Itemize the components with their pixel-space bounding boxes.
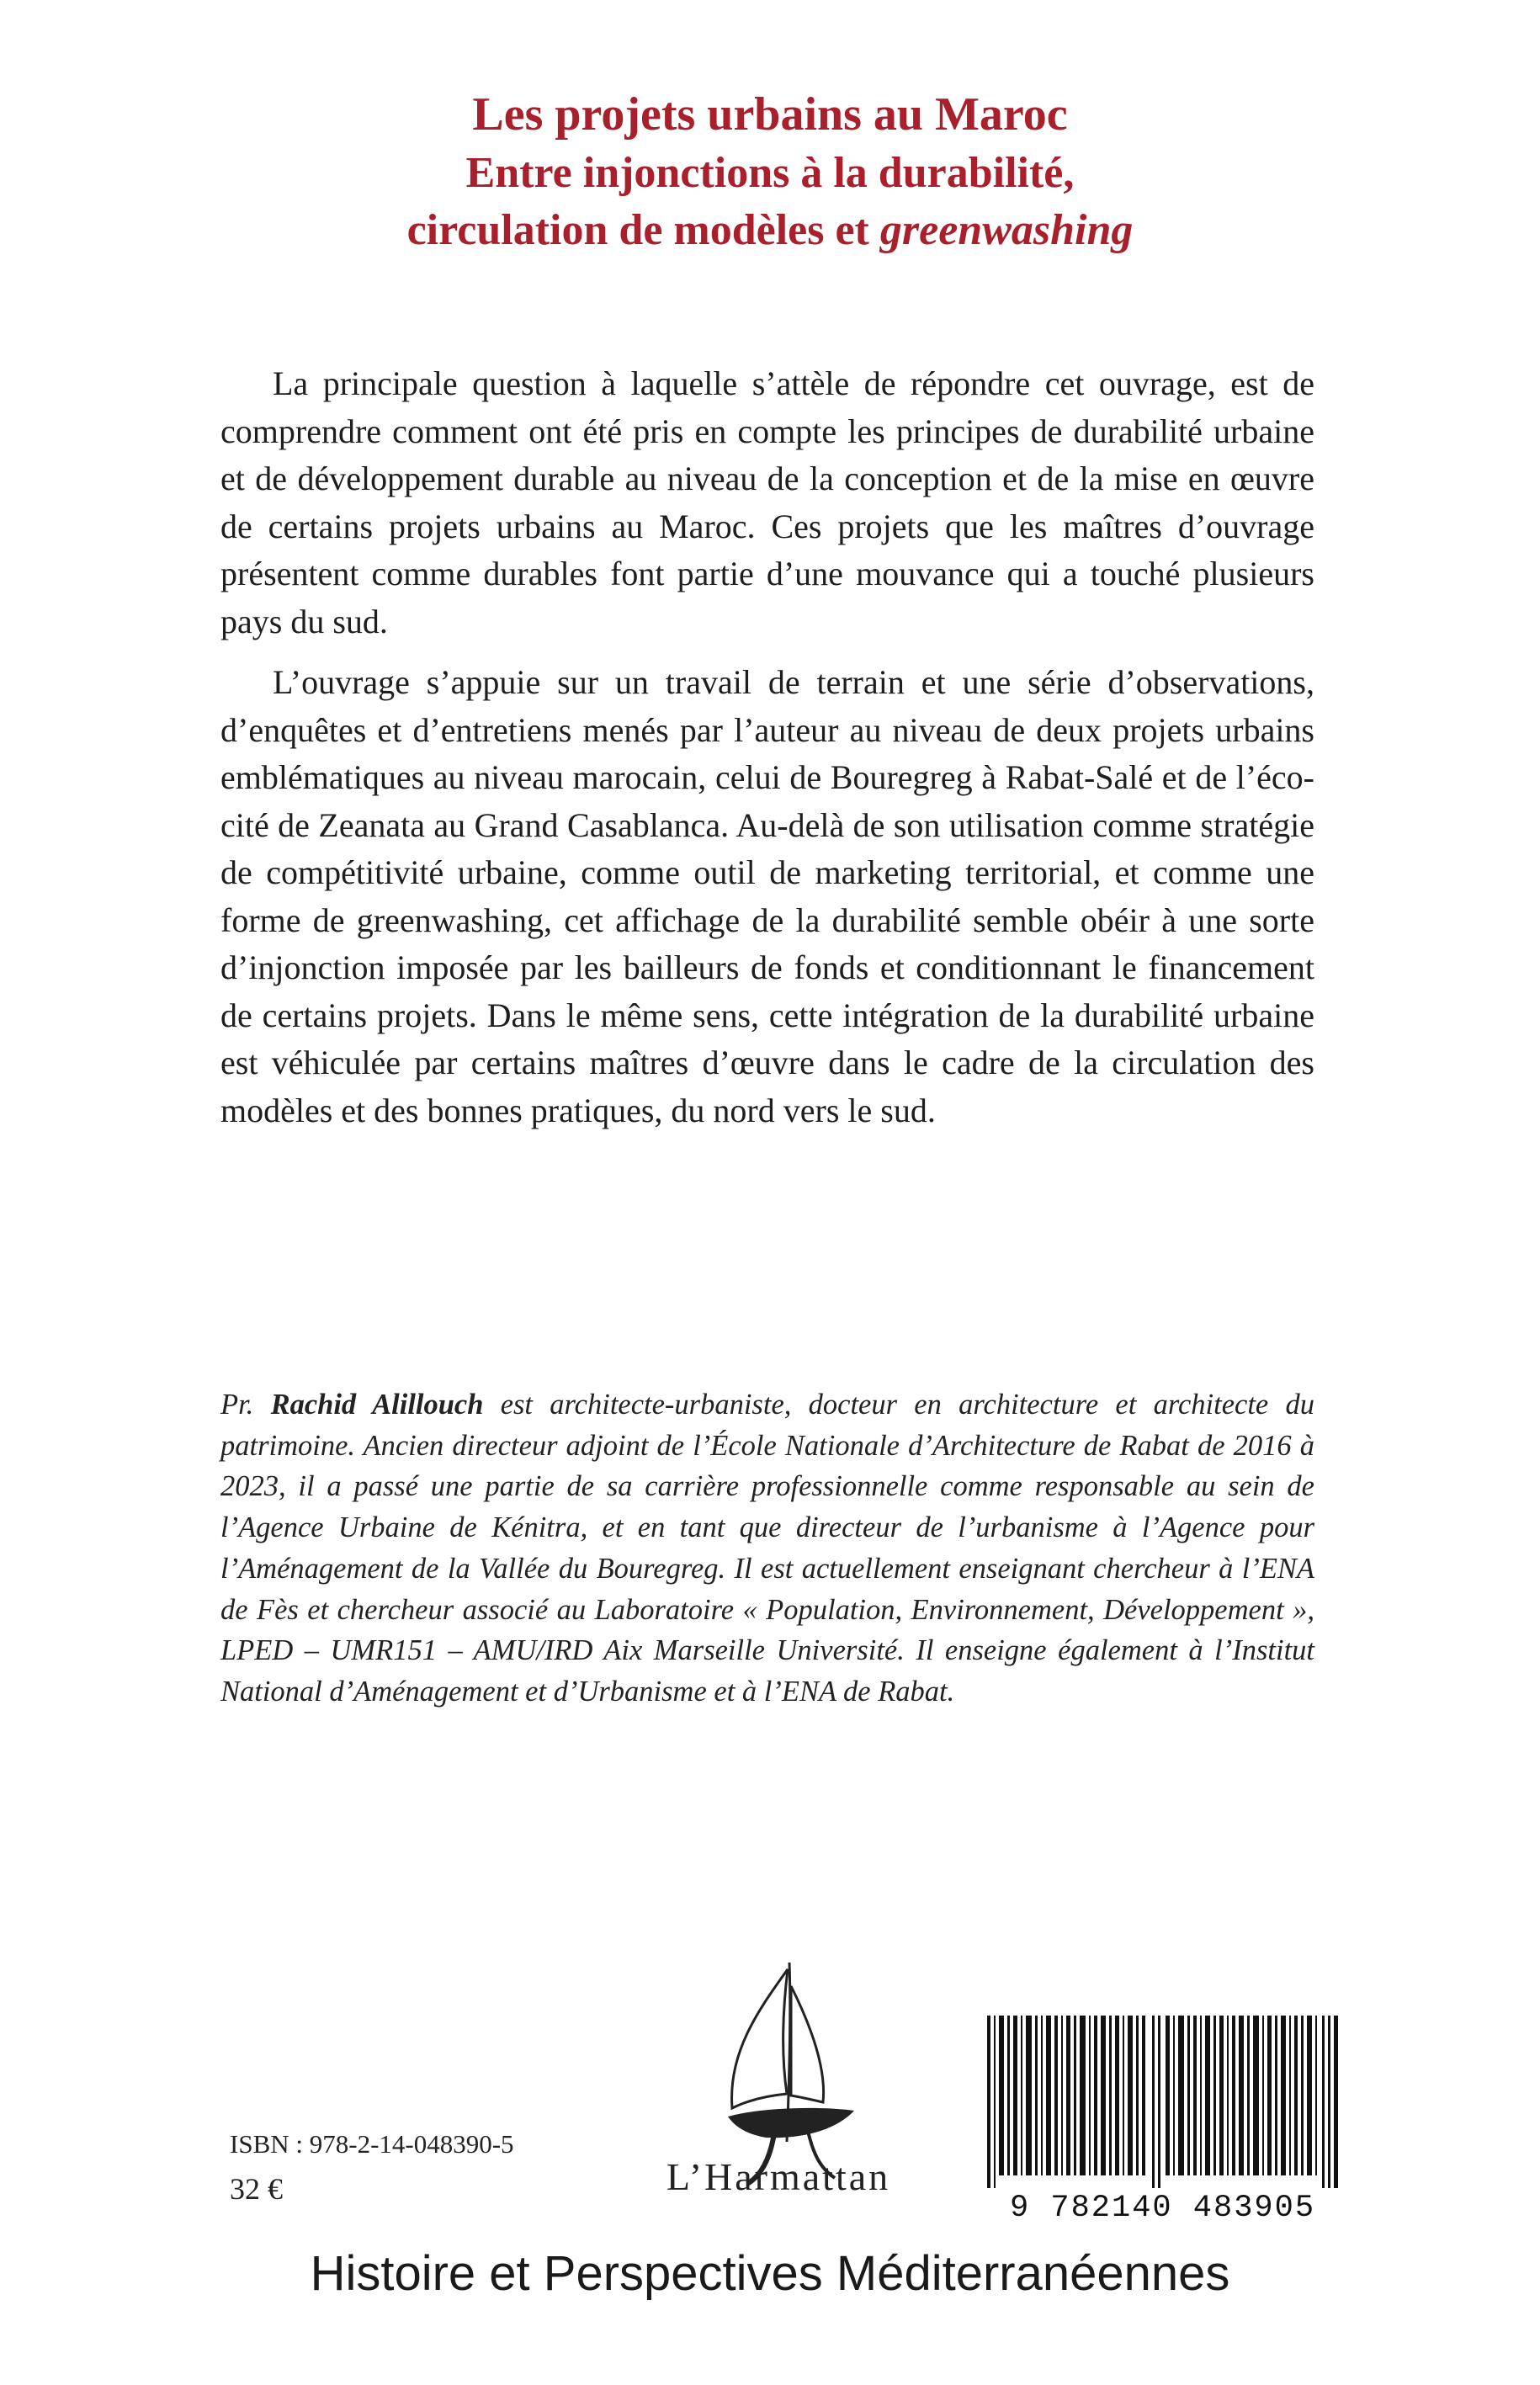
barcode-bars (987, 2016, 1338, 2188)
summary-paragraph: La principale question à laquelle s’attèle de répondre cet ouvrage, est de comprendre comment ont été pris en compte les principes de durabilité urbaine et de développement durable au niveau de la conception et de la mise en œuvre de certains projets urbains au Maroc. Ces projets que les maîtres d’ouvrage présentent comme durables font partie d’une mouvance qui a touché plusieurs pays du sud. (220, 364, 1314, 640)
barcode-digits: 9 782140 483905 (1009, 2191, 1316, 2226)
author-bio-text: est architecte-urbaniste, docteur en architecture et architecte du patrimoine. Ancien directeur adjoint de l’École Nationale d’Architecture de Rabat de 2016 à 2023, il a passé une partie de sa carrière professionnelle comme responsable au sein de l’Agence Urbaine de Kénitra, et en tant que directeur de l’urbanisme à l’Agence pour l’Aménagement de la Vallée du Bouregreg. Il est actuellement enseignant chercheur à l’ENA de Fès et chercheur associé au Laboratoire « Population, Environnement, Développement », LPED – UMR151 – AMU/IRD Aix Marseille Université. Il enseigne également à l’Institut National d’Aménagement et d’Urbanisme et à l’ENA de Rabat. (220, 1389, 1314, 1708)
publisher-name: L’Harmattan (666, 2155, 891, 2198)
book-subtitle-line-1: Entre injonctions à la durabilité, (465, 149, 1075, 197)
isbn-text: ISBN : 978-2-14-048390-5 (230, 2129, 514, 2159)
subtitle-prefix: circulation de modèles et (406, 206, 880, 254)
author-prefix: Pr. (220, 1389, 271, 1421)
book-title-block (0, 84, 1540, 259)
author-bio (220, 1384, 1314, 1713)
barcode (979, 2016, 1346, 2234)
book-title: Les projets urbains au Maroc (472, 88, 1068, 141)
book-subtitle-line-2 (0, 202, 1540, 259)
price-text: 32 € (230, 2172, 283, 2206)
author-name: Rachid Alillouch (270, 1389, 484, 1421)
summary-text (220, 360, 1314, 1148)
subtitle-italic-word: greenwashing (879, 206, 1134, 254)
summary-paragraph: L’ouvrage s’appuie sur un travail de terrain et une série d’observations, d’enquêtes et d’entretiens menés par l’auteur au niveau de deux projets urbains emblématiques au niveau marocain, celui de Bouregreg à Rabat-Salé et de l’éco-cité de Zeanata au Grand Casablanca. Au-delà de son utilisation comme stratégie de compétitivité urbaine, comme outil de marketing territorial, et comme une forme de greenwashing, cet affichage de la durabilité semble obéir à une sorte d’injonction imposée par les bailleurs de fonds et conditionnant le financement de certains projets. Dans le même sens, cette intégration de la durabilité urbaine est véhiculée par certains maîtres d’œuvre dans le cadre de la circulation des modèles et des bonnes pratiques, du nord vers le sud. (220, 663, 1314, 1129)
series-title: Histoire et Perspectives Méditerranéennes (310, 2246, 1230, 2301)
